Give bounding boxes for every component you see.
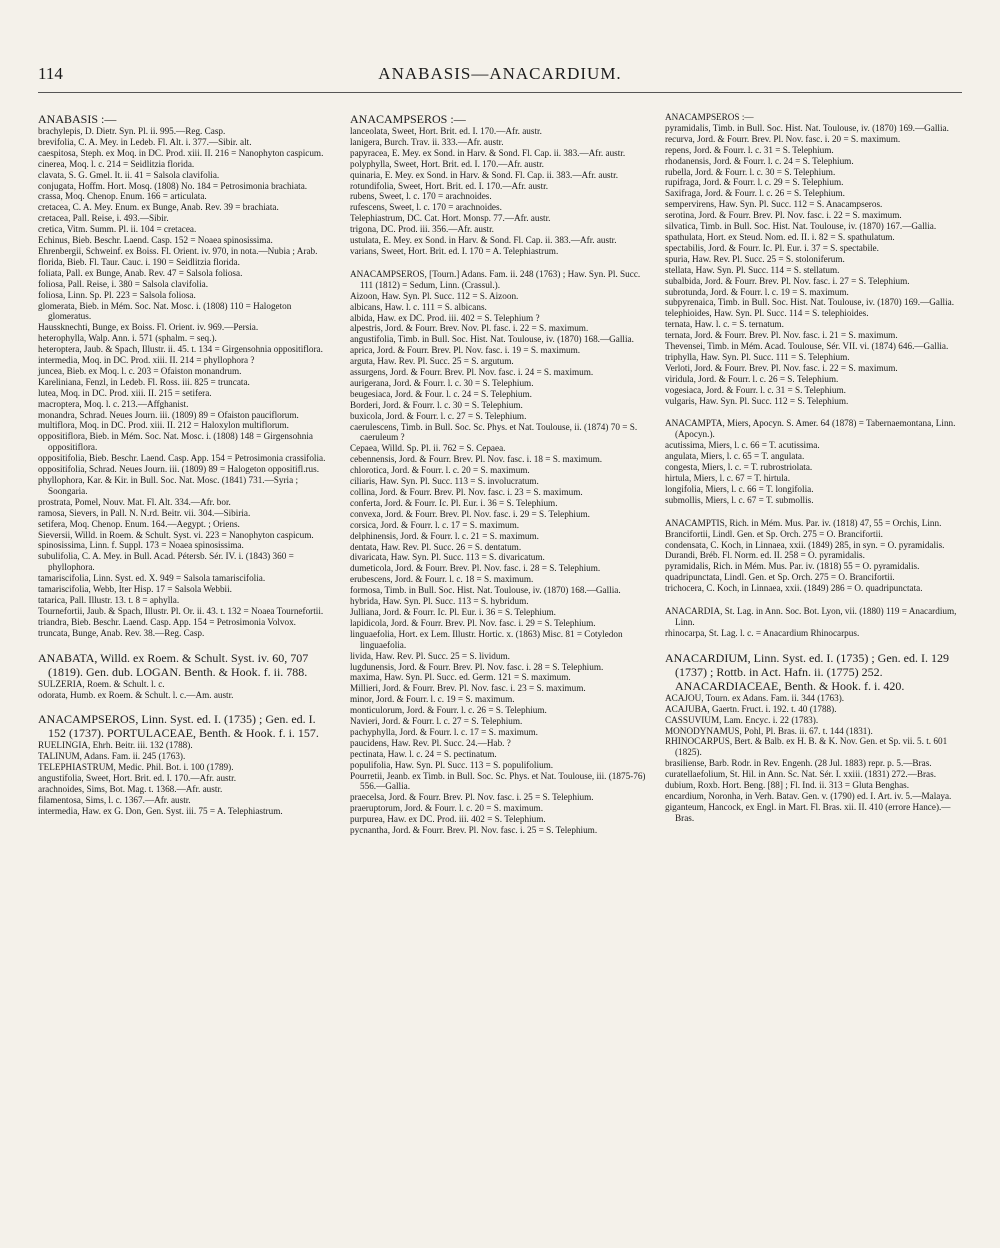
index-entry: encardium, Noronha, in Verh. Batav. Gen. v. (1790) ed. I. Art. iv. 5.—Malaya. <box>665 790 952 801</box>
genus-heading: ANACAMPSEROS :— <box>350 112 466 126</box>
index-entry: cretacea, Pall. Reise, i. 493.—Sibir. <box>38 213 169 224</box>
index-entry: juncea, Bieb. ex Moq. l. c. 203 = Ofaiston monandrum. <box>38 365 242 376</box>
index-entry: divaricata, Haw. Syn. Pl. Succ. 113 = S. divaricatum. <box>350 552 545 563</box>
index-entry: hybrida, Haw. Syn. Pl. Succ. 113 = S. hybridum. <box>350 596 529 607</box>
entry-gap <box>38 639 336 651</box>
index-entry: MONODYNAMUS, Pohl, Pl. Bras. ii. 67. t. 144 (1831). <box>665 725 873 736</box>
index-entry: TALINUM, Adans. Fam. ii. 245 (1763). <box>38 751 186 762</box>
index-entry: rupifraga, Jord. & Fourr. l. c. 29 = S. Telephium. <box>665 177 844 188</box>
index-entry: giganteum, Hancock, ex Engl. in Mart. Fl. Bras. xii. II. 410 (errore Hance).—Bras. <box>665 801 951 823</box>
page-header <box>38 64 962 90</box>
index-entry: foliosa, Pall. Reise, i. 380 = Salsola clavifolia. <box>38 278 209 289</box>
index-entry: setifera, Moq. Chenop. Enum. 164.—Aegypt. ; Oriens. <box>38 518 240 529</box>
index-entry: albida, Haw. ex DC. Prod. iii. 402 = S. Telephium ? <box>350 312 540 323</box>
index-entry: subpyrenaica, Timb. in Bull. Soc. Hist. Nat. Toulouse, iv. (1870) 169.—Gallia. <box>665 297 954 308</box>
index-entry: phyllophora, Kar. & Kir. in Bull. Soc. Nat. Mosc. (1841) 731.—Syria ; Soongaria. <box>38 475 299 496</box>
index-entry: clavata, S. G. Gmel. It. ii. 41 = Salsola clavifolia. <box>38 169 220 180</box>
index-entry: arguta, Haw. Rev. Pl. Succ. 25 = S. argutum. <box>350 356 514 367</box>
index-entry: angustifolia, Timb. in Bull. Soc. Hist. Nat. Toulouse, iv. (1870) 168.—Gallia. <box>350 334 634 345</box>
index-entry: tamariscifolia, Webb, Iter Hisp. 17 = Salsola Webbii. <box>38 584 232 595</box>
index-entry: trichocera, C. Koch, in Linnaea, xxii. (1849) 286 = O. quadripunctata. <box>665 583 923 594</box>
index-entry: rotundifolia, Sweet, Hort. Brit. ed. I. 170.—Afr. austr. <box>350 180 549 191</box>
index-entry: dumeticola, Jord. & Fourr. Brev. Pl. Nov. fasc. i. 28 = S. Telephium. <box>350 563 601 574</box>
entry-gap <box>350 257 648 269</box>
index-entry: submollis, Miers, l. c. 67 = T. submollis. <box>665 494 814 505</box>
index-entry: foliata, Pall. ex Bunge, Anab. Rev. 47 = Salsola foliosa. <box>38 267 243 278</box>
index-entry: praeruptorum, Jord. & Fourr. l. c. 20 = S. maximum. <box>350 803 543 814</box>
index-entry: polyphylla, Sweet, Hort. Brit. ed. I. 170.—Afr. austr. <box>350 158 544 169</box>
index-entry: hirtula, Miers, l. c. 67 = T. hirtula. <box>665 473 791 483</box>
index-entry: lanceolata, Sweet, Hort. Brit. ed. I. 170.—Afr. austr. <box>350 126 542 136</box>
index-entry: spectabilis, Jord. & Fourr. Ic. Pl. Eur. i. 37 = S. spectabile. <box>665 242 879 253</box>
index-entry: Telephiastrum, DC. Cat. Hort. Monsp. 77.—Afr. austr. <box>350 213 551 224</box>
index-entry: tatarica, Pall. Illustr. 13. t. 8 = aphylla. <box>38 594 180 605</box>
index-entry: silvatica, Timb. in Bull. Soc. Hist. Nat. Toulouse, iv. (1870) 167.—Gallia. <box>665 221 937 232</box>
index-entry: intermedia, Moq. in DC. Prod. xiii. II. 214 = phyllophora ? <box>38 355 255 366</box>
index-entry: brachylepis, D. Dietr. Syn. Pl. ii. 995.—Reg. Casp. <box>38 126 226 136</box>
entry-gap <box>665 594 963 606</box>
index-entry: oppositifolia, Bieb. Beschr. Laend. Casp. App. 154 = Petrosimonia crassifolia. <box>38 453 326 464</box>
index-entry: Julliana, Jord. & Fourr. Ic. Pl. Eur. i. 36 = S. Telephium. <box>350 606 556 617</box>
index-entry: Sieversii, Willd. in Roem. & Schult. Syst. vi. 223 = Nanophyton caspicum. <box>38 529 314 540</box>
index-entry: subrotunda, Jord. & Fourr. l. c. 19 = S. maximum. <box>665 286 849 297</box>
index-entry: macroptera, Moq. l. c. 213.—Affghanist. <box>38 398 189 409</box>
index-entry: paucidens, Haw. Rev. Pl. Succ. 24.—Hab. ? <box>350 737 511 748</box>
index-entry: oppositifolia, Schrad. Neues Journ. iii. (1809) 89 = Halogeton oppositifl.rus. <box>38 464 320 475</box>
index-entry: intermedia, Haw. ex G. Don, Gen. Syst. iii. 75 = A. Telephiastrum. <box>38 805 283 816</box>
index-entry: spuria, Haw. Rev. Pl. Succ. 25 = S. stoloniferum. <box>665 253 845 264</box>
index-entry: Durandi, Bréb. Fl. Norm. ed. II. 258 = O. pyramidalis. <box>665 550 865 561</box>
index-entry: praecelsa, Jord. & Fourr. Brev. Pl. Nov. fasc. i. 25 = S. Telephium. <box>350 792 594 803</box>
index-entry: cretica, Vitm. Summ. Pl. ii. 104 = cretacea. <box>38 224 197 235</box>
index-entry: dubium, Roxb. Hort. Beng. [88] ; Fl. Ind. ii. 313 = Gluta Benghas. <box>665 780 910 791</box>
index-entry: stellata, Haw. Syn. Pl. Succ. 114 = S. stellatum. <box>665 264 840 275</box>
index-entry: populifolia, Haw. Syn. Pl. Succ. 113 = S. populifolium. <box>350 759 554 770</box>
entry-gap <box>665 506 963 518</box>
index-entry: Thevensei, Timb. in Mém. Acad. Toulouse, Sér. VII. vi. (1874) 646.—Gallia. <box>665 341 949 352</box>
index-entry: RUELINGIA, Ehrh. Beitr. iii. 132 (1788). <box>38 740 193 751</box>
index-entry: quadripunctata, Lindl. Gen. et Sp. Orch. 275 = O. Brancifortii. <box>665 572 895 583</box>
index-entry: triandra, Bieb. Beschr. Laend. Casp. App. 154 = Petrosimonia Volvox. <box>38 616 296 627</box>
index-entry: foliosa, Linn. Sp. Pl. 223 = Salsola foliosa. <box>38 289 196 300</box>
index-entry: ANACAMPTA, Miers, Apocyn. S. Amer. 64 (1878) = Tabernaemontana, Linn. (Apocyn.). <box>665 418 956 440</box>
index-entry: cretacea, C. A. Mey. Enum. ex Bunge, Anab. Rev. 39 = brachiata. <box>38 202 279 213</box>
index-entry: purpurea, Haw. ex DC. Prod. iii. 402 = S. Telephium. <box>350 814 546 825</box>
index-entry: lutea, Moq. in DC. Prod. xiii. II. 215 = setifera. <box>38 387 212 398</box>
index-entry: ACAJUBA, Gaertn. Fruct. i. 192. t. 40 (1788). <box>665 703 837 714</box>
index-entry: assurgens, Jord. & Fourr. Brev. Pl. Nov. fasc. i. 24 = S. maximum. <box>350 367 594 378</box>
entry-gap <box>38 700 336 712</box>
index-entry: spinosissima, Linn. f. Suppl. 173 = Noaea spinosissima. <box>38 540 244 551</box>
index-entry: quinaria, E. Mey. ex Sond. in Harv. & Sond. Fl. Cap. ii. 383.—Afr. austr. <box>350 169 619 180</box>
index-entry: collina, Jord. & Fourr. Brev. Pl. Nov. fasc. i. 23 = S. maximum. <box>350 487 583 497</box>
index-entry: linguaefolia, Hort. ex Lem. Illustr. Hortic. x. (1863) Misc. 81 = Cotyledon linguaefolia. <box>350 628 623 650</box>
index-entry: erubescens, Jord. & Fourr. l. c. 18 = S. maximum. <box>350 574 534 585</box>
index-entry: Pourretii, Jeanb. ex Timb. in Bull. Soc. Sc. Phys. et Nat. Toulouse, iii. (1875-76) 556.—Gallia. <box>350 770 646 792</box>
index-entry: monandra, Schrad. Neues Journ. iii. (1809) 89 = Ofaiston pauciflorum. <box>38 409 299 420</box>
index-entry: subulifolia, C. A. Mey. in Bull. Acad. Pétersb. Sér. IV. i. (1843) 360 = phyllophora. <box>38 551 294 573</box>
index-entry: angulata, Miers, l. c. 65 = T. angulata. <box>665 451 805 462</box>
index-entry: rhodanensis, Jord. & Fourr. l. c. 24 = S. Telephium. <box>665 155 854 166</box>
index-entry: ciliaris, Haw. Syn. Pl. Succ. 113 = S. involucratum. <box>350 476 539 487</box>
index-entry: TELEPHIASTRUM, Medic. Phil. Bot. i. 100 (1789). <box>38 762 234 773</box>
index-entry: pectinata, Haw. l. c. 24 = S. pectinatum. <box>350 748 497 759</box>
index-entry: repens, Jord. & Fourr. l. c. 31 = S. Telephium. <box>665 144 834 155</box>
index-entry: conjugata, Hoffm. Hort. Mosq. (1808) No. 184 = Petrosimonia brachiata. <box>38 180 308 191</box>
index-entry: ternata, Jord. & Fourr. Brev. Pl. Nov. fasc. i. 21 = S. maximum. <box>665 330 898 341</box>
index-entry: florida, Bieb. Fl. Taur. Cauc. i. 190 = Seidlitzia florida. <box>38 256 240 267</box>
running-title: ANABASIS—ANACARDIUM. <box>378 64 622 83</box>
index-entry: acutissima, Miers, l. c. 66 = T. acutissima. <box>665 440 820 451</box>
entry-gap <box>665 639 963 651</box>
index-entry: tamariscifolia, Linn. Syst. ed. X. 949 = Salsola tamariscifolia. <box>38 573 266 584</box>
index-entry: cebennensis, Jord. & Fourr. Brev. Pl. Nov. fasc. i. 18 = S. maximum. <box>350 454 603 465</box>
index-entry: maxima, Haw. Syn. Pl. Succ. ed. Germ. 121 = S. maximum. <box>350 672 571 683</box>
index-entry: ANACAMPSEROS, [Tourn.] Adans. Fam. ii. 248 (1763) ; Haw. Syn. Pl. Succ. 111 (1812) = Sedum, Linn. (Crassul.). <box>350 268 641 290</box>
index-entry: truncata, Bunge, Anab. Rev. 38.—Reg. Casp. <box>38 627 205 638</box>
index-entry: Aizoon, Haw. Syn. Pl. Succ. 112 = S. Aizoon. <box>350 290 519 301</box>
index-entry: Verloti, Jord. & Fourr. Brev. Pl. Nov. fasc. i. 22 = S. maximum. <box>665 362 898 373</box>
index-entry: sempervirens, Haw. Syn. Pl. Succ. 112 = S. Anacampseros. <box>665 199 883 210</box>
genus-heading: ANABATA, Willd. ex Roem. & Schult. Syst. iv. 60, 707 (1819). Gen. dub. LOGAN. Benth. & Hook. f. ii. 788. <box>38 650 309 679</box>
index-entry: lanigera, Burch. Trav. ii. 333.—Afr. austr. <box>350 136 504 147</box>
index-entry: ANACAMPTIS, Rich. in Mém. Mus. Par. iv. (1818) 47, 55 = Orchis, Linn. <box>665 517 942 528</box>
index-entry: varians, Sweet, Hort. Brit. ed. I. 170 = A. Telephiastrum. <box>350 245 559 256</box>
header-rule <box>38 92 962 93</box>
index-entry: Millieri, Jord. & Fourr. Brev. Pl. Nov. fasc. i. 23 = S. maximum. <box>350 683 586 694</box>
index-entry: triphylla, Haw. Syn. Pl. Succ. 111 = S. Telephium. <box>665 351 850 362</box>
index-entry: congesta, Miers, l. c. = T. rubrostriolata. <box>665 462 813 473</box>
index-entry: aprica, Jord. & Fourr. Brev. Pl. Nov. fasc. i. 19 = S. maximum. <box>350 345 581 356</box>
index-entry: cinerea, Moq. l. c. 214 = Seidlitzia florida. <box>38 158 195 169</box>
index-entry: odorata, Humb. ex Roem. & Schult. l. c.—Am. austr. <box>38 689 234 700</box>
index-entry: monticulorum, Jord. & Fourr. l. c. 26 = S. Telephium. <box>350 705 547 716</box>
index-entry: crassa, Moq. Chenop. Enum. 166 = articulata. <box>38 191 207 202</box>
index-entry: livida, Haw. Rev. Pl. Succ. 25 = S. lividum. <box>350 650 510 661</box>
index-entry: pyramidalis, Timb. in Bull. Soc. Hist. Nat. Toulouse, iv. (1870) 169.—Gallia. <box>665 122 949 133</box>
index-entry: aurigerana, Jord. & Fourr. l. c. 30 = S. Telephium. <box>350 377 534 388</box>
index-entry: Ehrenbergii, Schweinf. ex Boiss. Fl. Orient. iv. 970, in nota.—Nubia ; Arab. <box>38 245 318 256</box>
index-entry: serotina, Jord. & Fourr. Brev. Pl. Nov. fasc. i. 22 = S. maximum. <box>665 210 902 221</box>
index-entry: ustulata, E. Mey. ex Sond. in Harv. & Sond. Fl. Cap. ii. 383.—Afr. austr. <box>350 235 617 246</box>
index-entry: pycnantha, Jord. & Fourr. Brev. Pl. Nov. fasc. i. 25 = S. Telephium. <box>350 825 598 836</box>
index-entry: rubella, Jord. & Fourr. l. c. 30 = S. Telephium. <box>665 166 836 177</box>
index-entry: Kareliniana, Fenzl, in Ledeb. Fl. Ross. iii. 825 = truncata. <box>38 376 250 387</box>
index-entry: brasiliense, Barb. Rodr. in Rev. Engenh. (28 Jul. 1883) repr. p. 5.—Bras. <box>665 758 932 769</box>
index-entry: pachyphylla, Jord. & Fourr. l. c. 17 = S. maximum. <box>350 726 538 737</box>
index-entry: recurva, Jord. & Fourr. Brev. Pl. Nov. fasc. i. 20 = S. maximum. <box>665 133 901 144</box>
index-entry: heterophylla, Walp. Ann. i. 571 (sphalm. = seq.). <box>38 333 217 344</box>
index-entry: Saxifraga, Jord. & Fourr. l. c. 26 = S. Telephium. <box>665 188 845 199</box>
index-entry: telephioides, Haw. Syn. Pl. Succ. 114 = S. telephioides. <box>665 308 869 319</box>
index-entry: vogesiaca, Jord. & Fourr. l. c. 31 = S. Telephium. <box>665 384 846 395</box>
index-entry: rhinocarpa, St. Lag. l. c. = Anacardium Rhinocarpus. <box>665 627 860 638</box>
index-entry: Haussknechti, Bunge, ex Boiss. Fl. Orient. iv. 969.—Persia. <box>38 322 259 333</box>
index-entry: CASSUVIUM, Lam. Encyc. i. 22 (1783). <box>665 714 819 725</box>
index-entry: prostrata, Pomel, Nouv. Mat. Fl. Alt. 334.—Afr. bor. <box>38 496 231 507</box>
index-entry: chlorotica, Jord. & Fourr. l. c. 20 = S. maximum. <box>350 465 530 476</box>
index-entry: RHINOCARPUS, Bert. & Balb. ex H. B. & K. Nov. Gen. et Sp. vii. 5. t. 601 (1825). <box>665 736 948 758</box>
index-entry: minor, Jord. & Fourr. l. c. 19 = S. maximum. <box>350 694 515 705</box>
index-entry: viridula, Jord. & Fourr. l. c. 26 = S. Telephium. <box>665 373 839 384</box>
index-entry: Borderi, Jord. & Fourr. l. c. 30 = S. Telephium. <box>350 399 523 410</box>
index-entry: arachnoides, Sims, Bot. Mag. t. 1368.—Afr. austr. <box>38 784 223 795</box>
index-entry: Tournefortii, Jaub. & Spach, Illustr. Pl. Or. ii. 43. t. 132 = Noaea Tournefortii. <box>38 605 324 616</box>
entry-gap <box>665 406 963 418</box>
index-entry: alpestris, Jord. & Fourr. Brev. Nov. Pl. fasc. i. 22 = S. maximum. <box>350 323 589 334</box>
index-entry: Echinus, Bieb. Beschr. Laend. Casp. 152 = Noaea spinosissima. <box>38 235 273 246</box>
index-entry: vulgaris, Haw. Syn. Pl. Succ. 112 = S. Telephium. <box>665 395 849 406</box>
index-entry: heteroptera, Jaub. & Spach, Illustr. ii. 45. t. 134 = Girgensohnia oppositiflora. <box>38 344 323 355</box>
index-entry: SULZERIA, Roem. & Schult. l. c. <box>38 678 165 689</box>
index-entry: glomerata, Bieb. in Mém. Soc. Nat. Mosc. i. (1808) 110 = Halogeton glomeratus. <box>38 300 292 322</box>
index-entry: pyramidalis, Rich. in Mém. Mus. Par. iv. (1818) 55 = O. pyramidalis. <box>665 561 920 572</box>
index-entry: caerulescens, Timb. in Bull. Soc. Sc. Phys. et Nat. Toulouse, ii. (1874) 70 = S. caeruleum ? <box>350 421 638 443</box>
index-entry: spathulata, Hort. ex Steud. Nom. ed. II. i. 82 = S. spathulatum. <box>665 231 895 242</box>
index-entry: subalbida, Jord. & Fourr. Brev. Pl. Nov. fasc. i. 27 = S. Telephium. <box>665 275 910 286</box>
column-middle <box>350 112 648 836</box>
index-entry: Navieri, Jord. & Fourr. l. c. 27 = S. Telephium. <box>350 716 523 727</box>
index-entry: trigona, DC. Prod. iii. 356.—Afr. austr. <box>350 224 494 235</box>
index-entry: delphinensis, Jord. & Fourr. l. c. 21 = S. maximum. <box>350 530 539 541</box>
index-entry: brevifolia, C. A. Mey. in Ledeb. Fl. Alt. i. 377.—Sibir. alt. <box>38 136 252 147</box>
page-number: 114 <box>38 64 63 83</box>
genus-heading: ANACAMPSEROS, Linn. Syst. ed. I. (1735) ; Gen. ed. I. 152 (1737). PORTULACEAE, Benth. & Hook. f. i. 157. <box>38 712 319 741</box>
index-entry: ternata, Haw. l. c. = S. ternatum. <box>665 319 784 330</box>
column-right <box>665 112 963 824</box>
index-entry: curatellaefolium, St. Hil. in Ann. Sc. Nat. Sér. I. xxiii. (1831) 272.—Bras. <box>665 769 936 780</box>
index-entry: rubens, Sweet, l. c. 170 = arachnoides. <box>350 191 492 202</box>
index-entry: ANACARDIA, St. Lag. in Ann. Soc. Bot. Lyon, vii. (1880) 119 = Anacardium, Linn. <box>665 606 957 627</box>
index-entry: buxicola, Jord. & Fourr. l. c. 27 = S. Telephium. <box>350 410 527 421</box>
index-entry: papyracea, E. Mey. ex Sond. in Harv. & Sond. Fl. Cap. ii. 383.—Afr. austr. <box>350 147 626 158</box>
index-entry: dentata, Haw. Rev. Pl. Succ. 26 = S. dentatum. <box>350 541 522 552</box>
index-entry: Cepaea, Willd. Sp. Pl. ii. 762 = S. Cepaea. <box>350 443 506 454</box>
index-entry: ramosa, Sievers, in Pall. N. N.rd. Beitr. vii. 304.—Sibiria. <box>38 507 251 518</box>
index-entry: caespitosa, Steph. ex Moq. in DC. Prod. xiii. II. 216 = Nanophyton caspicum. <box>38 147 324 158</box>
index-entry: Brancifortii, Lindl. Gen. et Sp. Orch. 275 = O. Brancifortii. <box>665 528 883 539</box>
column-left <box>38 112 336 817</box>
index-entry: convexa, Jord. & Fourr. Brev. Pl. Nov. fasc. i. 29 = S. Telephium. <box>350 508 590 519</box>
index-entry: multiflora, Moq. in DC. Prod. xiii. II. 212 = Haloxylon multiflorum. <box>38 420 289 431</box>
index-entry: conferta, Jord. & Fourr. Ic. Pl. Eur. i. 36 = S. Telephium. <box>350 497 558 508</box>
index-entry: longifolia, Miers, l. c. 66 = T. longifolia. <box>665 483 814 494</box>
index-entry: albicans, Haw. l. c. 111 = S. albicans. <box>350 301 487 312</box>
genus-heading: ANACARDIUM, Linn. Syst. ed. I. (1735) ; Gen. ed. I. 129 (1737) ; Rottb. in Act. Hafn. ii. (1775) 252. ANACARDIACEAE, Benth. & Hook. f. i. 420. <box>665 650 949 693</box>
index-entry: ANACAMPSEROS :— <box>665 112 754 122</box>
index-entry: rufescens, Sweet, l. c. 170 = arachnoides. <box>350 202 502 213</box>
index-entry: lapidicola, Jord. & Fourr. Brev. Pl. Nov. fasc. i. 29 = S. Telephium. <box>350 617 596 628</box>
index-entry: filamentosa, Sims, l. c. 1367.—Afr. austr. <box>38 794 191 805</box>
index-entry: ACAJOU, Tourn. ex Adans. Fam. ii. 344 (1763). <box>665 692 845 703</box>
index-entry: beugesiaca, Jord. & Four. l. c. 24 = S. Telephium. <box>350 388 532 399</box>
index-entry: angustifolia, Sweet, Hort. Brit. ed. I. 170.—Afr. austr. <box>38 773 237 784</box>
index-entry: corsica, Jord. & Fourr. l. c. 17 = S. maximum. <box>350 519 520 530</box>
index-entry: condensata, C. Koch, in Linnaea, xxii. (1849) 285, in syn. = O. pyramidalis. <box>665 539 945 550</box>
index-entry: lugdunensis, Jord. & Fourr. Brev. Pl. Nov. fasc. i. 28 = S. Telephium. <box>350 661 604 672</box>
index-entry: formosa, Timb. in Bull. Soc. Hist. Nat. Toulouse, iv. (1870) 168.—Gallia. <box>350 585 621 596</box>
genus-heading: ANABASIS :— <box>38 112 117 126</box>
index-entry: oppositiflora, Bieb. in Mém. Soc. Nat. Mosc. i. (1808) 148 = Girgensohnia oppositiflora. <box>38 431 313 453</box>
